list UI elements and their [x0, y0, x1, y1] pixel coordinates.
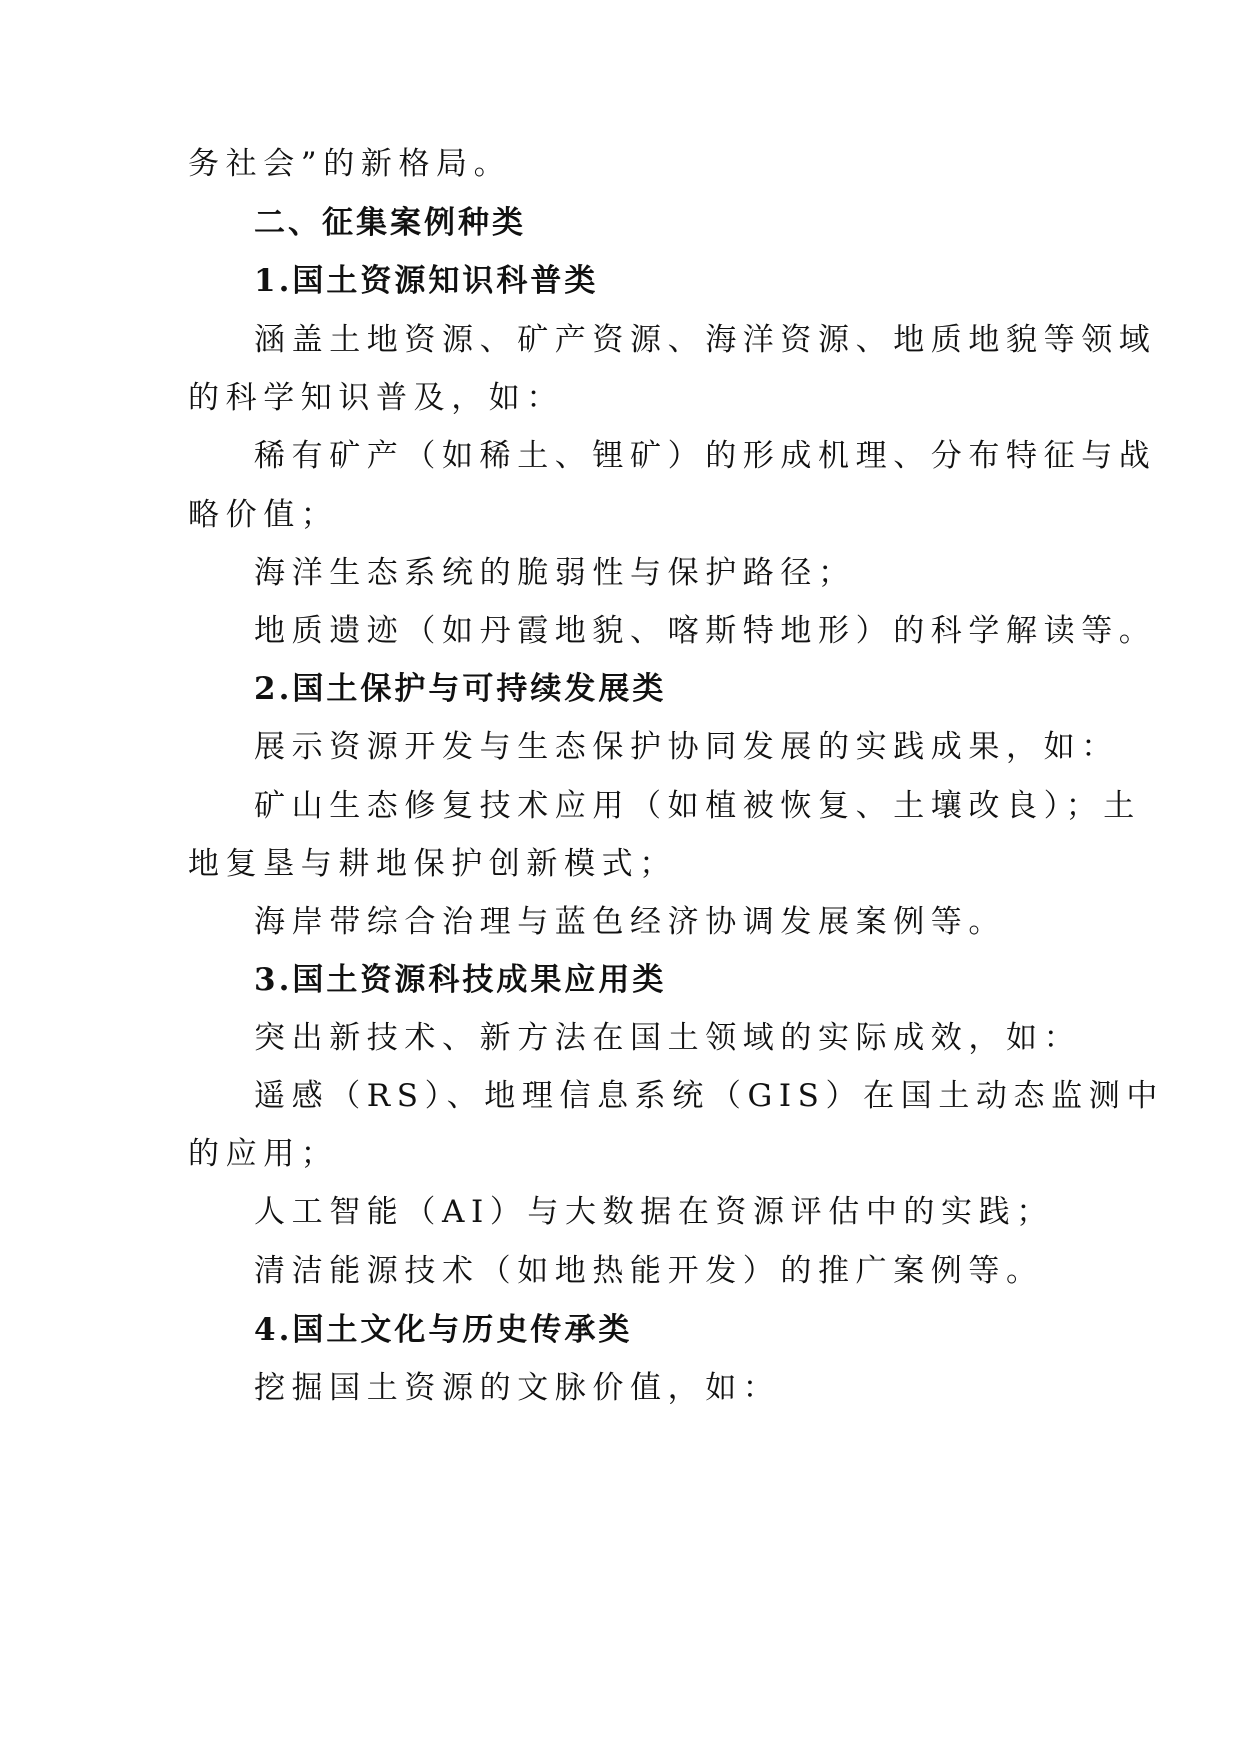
paragraph-line: 矿山生态修复技术应用（如植被恢复、土壤改良）；土 — [254, 788, 1141, 824]
paragraph-line: 挖掘国土资源的文脉价值，如： — [254, 1370, 781, 1406]
subsection-heading-4: 4.国土文化与历史传承类 — [254, 1312, 633, 1348]
paragraph-line: 人工智能（AI）与大数据在资源评估中的实践； — [254, 1194, 1054, 1230]
paragraph-line: 涵盖土地资源、矿产资源、海洋资源、地质地貌等领域 — [254, 322, 1157, 358]
subsection-heading-2: 2.国土保护与可持续发展类 — [254, 671, 667, 707]
paragraph-line: 地复垦与耕地保护创新模式； — [188, 846, 677, 882]
section-heading: 二、征集案例种类 — [254, 205, 526, 241]
paragraph-continuation: 务社会”的新格局。 — [188, 146, 512, 182]
paragraph-line: 地质遗迹（如丹霞地貌、喀斯特地形）的科学解读等。 — [254, 613, 1157, 649]
paragraph-line: 展示资源开发与生态保护协同发展的实践成果，如： — [254, 729, 1119, 765]
paragraph-line: 海岸带综合治理与蓝色经济协调发展案例等。 — [254, 904, 1006, 940]
paragraph-line: 清洁能源技术（如地热能开发）的推广案例等。 — [254, 1253, 1044, 1289]
subsection-heading-1: 1.国土资源知识科普类 — [254, 263, 599, 299]
paragraph-line: 的应用； — [188, 1136, 339, 1172]
paragraph-line: 突出新技术、新方法在国土领域的实际成效，如： — [254, 1020, 1082, 1056]
subsection-heading-3: 3.国土资源科技成果应用类 — [254, 962, 667, 998]
paragraph-line: 略价值； — [188, 497, 339, 533]
paragraph-line: 的科学知识普及，如： — [188, 380, 564, 416]
paragraph-line: 稀有矿产（如稀土、锂矿）的形成机理、分布特征与战 — [254, 438, 1157, 474]
paragraph-line: 海洋生态系统的脆弱性与保护路径； — [254, 555, 856, 591]
paragraph-line: 遥感（RS）、地理信息系统（GIS）在国土动态监测中 — [254, 1078, 1164, 1114]
